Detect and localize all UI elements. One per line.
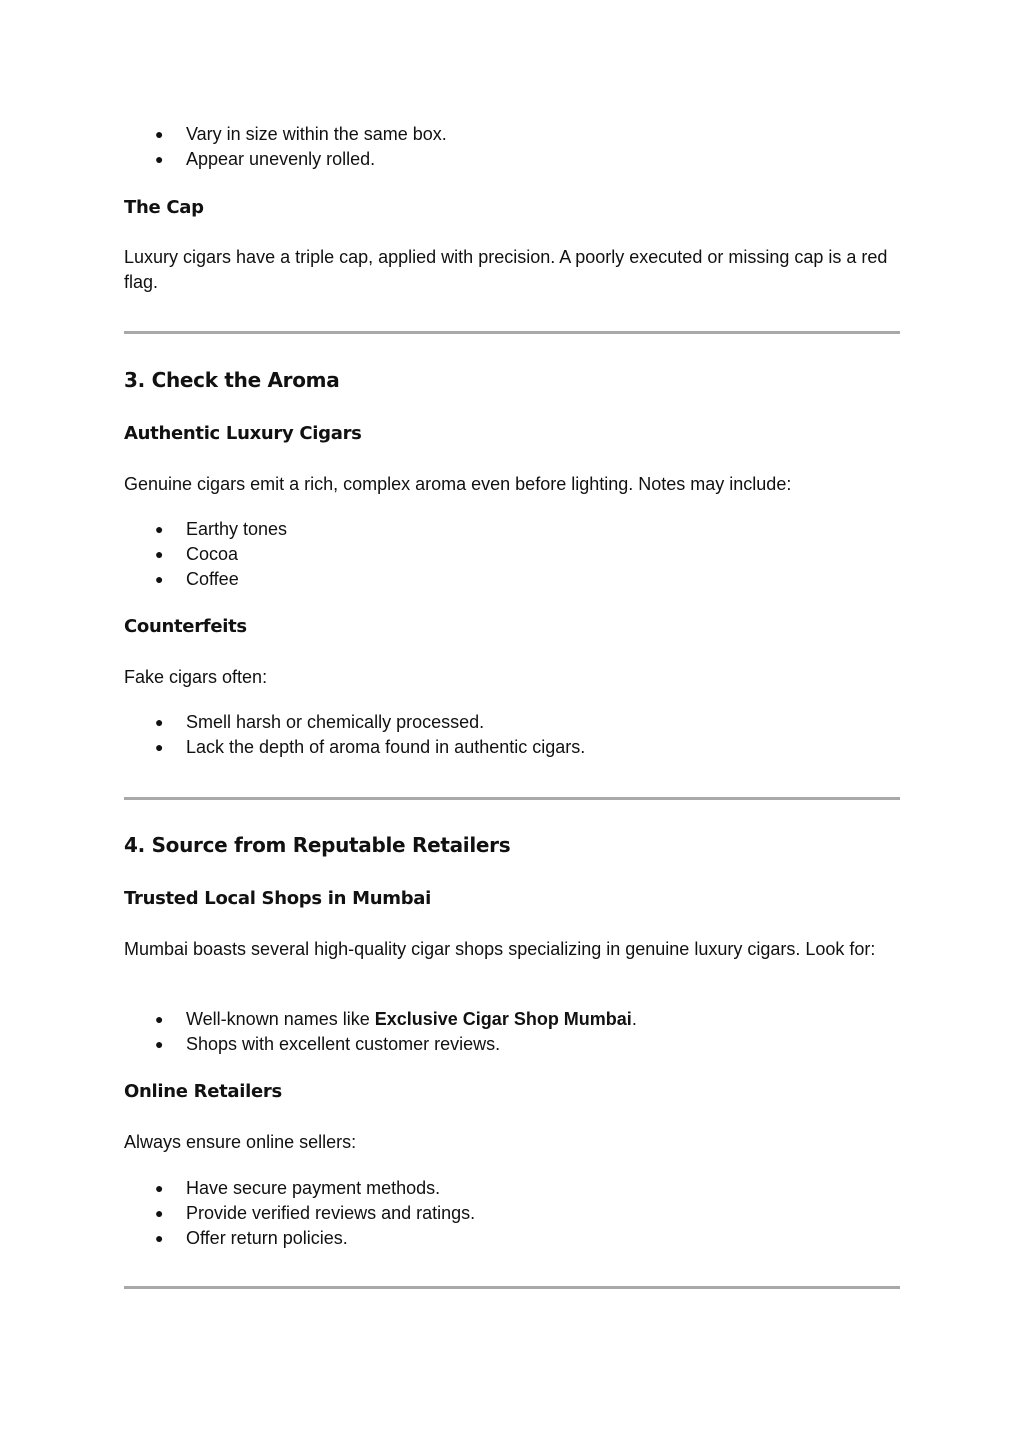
authentic-heading: Authentic Luxury Cigars	[124, 423, 362, 444]
section-divider	[124, 797, 900, 800]
online-retailers-paragraph: Always ensure online sellers:	[124, 1132, 357, 1152]
section-4-heading: 4. Source from Reputable Retailers	[124, 833, 511, 857]
bullet-icon: ●	[155, 1205, 164, 1221]
online-retailers-list	[124, 1176, 475, 1251]
aroma-notes-list	[124, 517, 287, 592]
local-shops-paragraph: Mumbai boasts several high-quality cigar shops specializing in genuine luxury cigars. Look for:	[124, 939, 876, 959]
list-item: ● Vary in size within the same box.	[124, 122, 447, 147]
list-item: ● Provide verified reviews and ratings.	[124, 1201, 475, 1226]
section-divider	[124, 331, 900, 334]
online-retailers-heading: Online Retailers	[124, 1081, 282, 1102]
bullet-icon: ●	[155, 1180, 164, 1196]
list-item: ● Appear unevenly rolled.	[124, 147, 447, 172]
local-shops-heading: Trusted Local Shops in Mumbai	[124, 888, 432, 909]
list-item: ● Lack the depth of aroma found in authentic cigars.	[124, 735, 585, 760]
bullet-icon: ●	[155, 546, 164, 562]
list-item: ● Smell harsh or chemically processed.	[124, 710, 585, 735]
list-item: ● Offer return policies.	[124, 1226, 475, 1251]
authentic-paragraph: Genuine cigars emit a rich, complex aroma even before lighting. Notes may include:	[124, 474, 792, 494]
bullet-icon: ●	[155, 714, 164, 730]
list-item: ● Have secure payment methods.	[124, 1176, 475, 1201]
list-item: ● Cocoa	[124, 542, 287, 567]
list-item: ● Well-known names like Exclusive Cigar Shop Mumbai.	[124, 1007, 637, 1032]
cap-heading: The Cap	[124, 197, 204, 218]
intro-bullet-list	[124, 122, 447, 172]
bullet-icon: ●	[155, 126, 164, 142]
list-item: ● Coffee	[124, 567, 287, 592]
list-item: ● Shops with excellent customer reviews.	[124, 1032, 637, 1057]
shop-name: Exclusive Cigar Shop Mumbai	[374, 1009, 632, 1029]
bullet-icon: ●	[155, 1011, 164, 1027]
section-3-heading: 3. Check the Aroma	[124, 368, 340, 392]
cap-paragraph: Luxury cigars have a triple cap, applied with precision. A poorly executed or missing cap is a red flag.	[124, 247, 888, 292]
counterfeits-heading: Counterfeits	[124, 616, 247, 637]
list-item: ● Earthy tones	[124, 517, 287, 542]
bullet-icon: ●	[155, 151, 164, 167]
bullet-icon: ●	[155, 1036, 164, 1052]
counterfeits-list	[124, 710, 585, 760]
bullet-icon: ●	[155, 521, 164, 537]
local-shops-list	[124, 1007, 637, 1057]
counterfeits-paragraph: Fake cigars often:	[124, 667, 268, 687]
section-divider	[124, 1286, 900, 1289]
bullet-icon: ●	[155, 571, 164, 587]
bullet-icon: ●	[155, 1230, 164, 1246]
bullet-icon: ●	[155, 739, 164, 755]
